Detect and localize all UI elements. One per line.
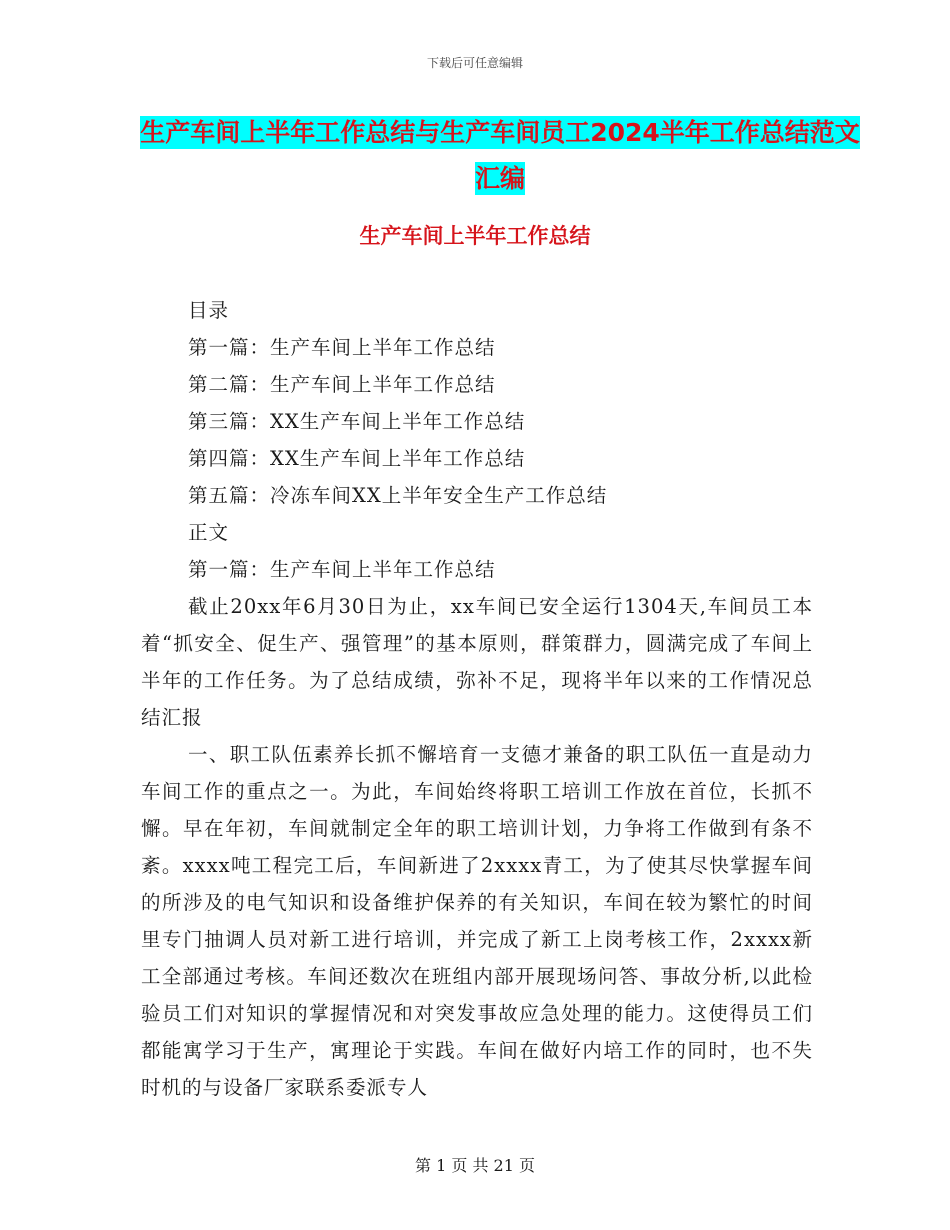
toc-item: 第五篇：冷冻车间XX上半年安全生产工作总结 xyxy=(188,484,608,507)
toc-item: 第三篇：XX生产车间上半年工作总结 xyxy=(188,410,526,433)
paragraph: 一、职工队伍素养长抓不懈培育一支德才兼备的职工队伍一直是动力车间工作的重点之一。为此，车间始终将职工培训工作放在首位，长抓不懈。早在年初，车间就制定全年的职工培训计划，力争将工作做到有条不紊。xxxx吨工程完工后，车间新进了2xxxx青工，为了使其尽快掌握车间的所涉及的电气知识和设备维护保养的有关知识，车间在较为繁忙的时间里专门抽调人员对新工进行培训，并完成了新工上岗考核工作，2xxxx新工全部通过考核。车间还数次在班组内部开展现场问答、事故分析,以此检验员工们对知识的掌握情况和对突发事故应急处理的能力。这使得员工们都能寓学习于生产，寓理论于实践。车间在做好内培工作的同时，也不失时机的与设备厂家联系委派专人 xyxy=(141,743,813,1099)
chapter-heading: 第一篇：生产车间上半年工作总结 xyxy=(188,558,496,581)
document-title xyxy=(140,110,860,202)
toc-heading: 目录 xyxy=(188,299,230,322)
paragraph: 截止20xx年6月30日为止，xx车间已安全运行1304天,车间员工本着“抓安全、促生产、强管理”的基本原则，群策群力，圆满完成了车间上半年的工作任务。为了总结成绩，弥补不足，现将半年以来的工作情况总结汇报 xyxy=(141,595,813,729)
toc-item: 第四篇：XX生产车间上半年工作总结 xyxy=(188,447,526,470)
toc-item: 第一篇：生产车间上半年工作总结 xyxy=(188,336,496,359)
document-title-text: 生产车间上半年工作总结与生产车间员工2024半年工作总结范文汇编 xyxy=(140,118,860,193)
page-header: 下载后可任意编辑 xyxy=(426,56,523,70)
body-text xyxy=(141,588,813,1106)
section-title: 生产车间上半年工作总结 xyxy=(359,224,591,248)
table-of-contents xyxy=(188,292,828,588)
body-heading: 正文 xyxy=(188,521,230,544)
page-number: 第 1 页 共 21 页 xyxy=(415,1156,535,1175)
toc-item: 第二篇：生产车间上半年工作总结 xyxy=(188,373,496,396)
